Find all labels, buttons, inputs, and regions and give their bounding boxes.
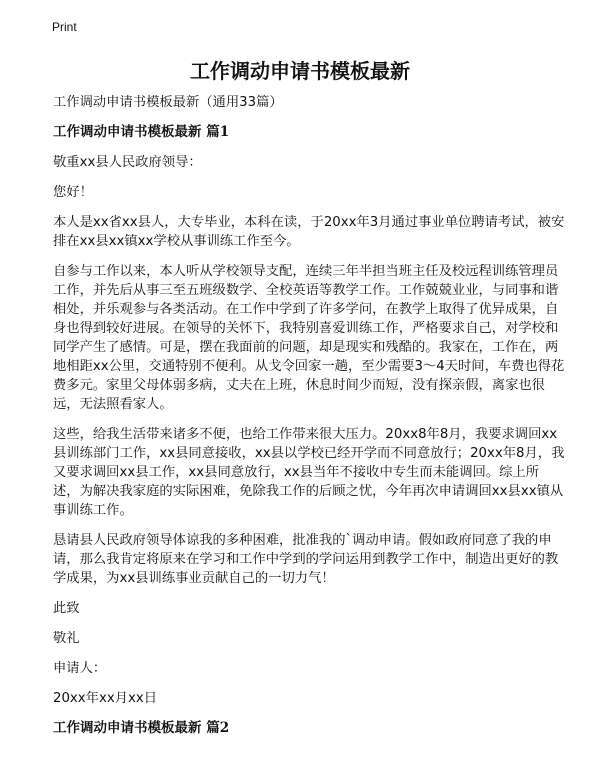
- document-body: [53, 93, 565, 749]
- subtitle: 工作调动申请书模板最新（通用33篇）: [53, 95, 283, 110]
- greeting: 您好！: [53, 185, 93, 200]
- paragraph: 自参与工作以来，本人听从学校领导支配，连续三年半担当班主任及校远程训练管理员工作，并先后从事三至五班级数学、全校英语等教学工作。工作兢兢业业，与同事和谐相处，并乐观参与各类活动。在工作中学到了许多学问，在教学上取得了优异成果，自身也得到较好进展。在领导的关怀下，我特别喜爱训练工作，严格要求自己，对学校和同学产生了感情。可是，摆在我面前的问题，却是现实和残酷的。我家在，工作在，两地相距xx公里，交通特别不便利。从戈令回家一趟，至少需要3～4天时间，车费也得花费多元。家里父母体弱多病，丈夫在上班，休息时间少而短，没有探亲假，离家也很远，无法照看家人。: [53, 264, 565, 412]
- section-heading-2: 工作调动申请书模板最新 篇2: [53, 720, 230, 736]
- date-line: 20xx年xx月xx日: [53, 691, 158, 706]
- closing-line: 敬礼: [53, 631, 80, 646]
- paragraph: 这些，给我生活带来诸多不便，也给工作带来很大压力。20xx8年8月，我要求调回xx县训练部门工作，xx县同意接收，xx县以学校已经开学而不同意放行；20xx年8月，我又要求调回xx县工作，xx县同意放行，xx县当年不接收中专生而未能调回。综上所述，为解决我家庭的实际困难，免除我工作的后顾之忧，今年再次申请调回xx县xx镇从事训练工作。: [53, 427, 565, 518]
- section-heading-1: 工作调动申请书模板最新 篇1: [53, 124, 230, 140]
- page-title: 工作调动申请书模板最新: [190, 59, 410, 83]
- paragraph: 恳请县人民政府领导体谅我的多种困难，批准我的`调动申请。假如政府同意了我的申请，那么我肯定将原来在学习和工作中学到的学问运用到教学工作中，制造出更好的教学成果，为xx县训练事业贡献自己的一切力气！: [53, 533, 559, 586]
- closing-line: 此致: [53, 601, 80, 616]
- salutation: 敬重xx县人民政府领导：: [53, 155, 202, 170]
- paragraph: 本人是xx省xx县人，大专毕业，本科在读，于20xx年3月通过事业单位聘请考试，被安排在xx县xx镇xx学校从事训练工作至今。: [53, 215, 565, 249]
- print-link[interactable]: Print: [52, 20, 77, 34]
- applicant-label: 申请人：: [53, 661, 107, 676]
